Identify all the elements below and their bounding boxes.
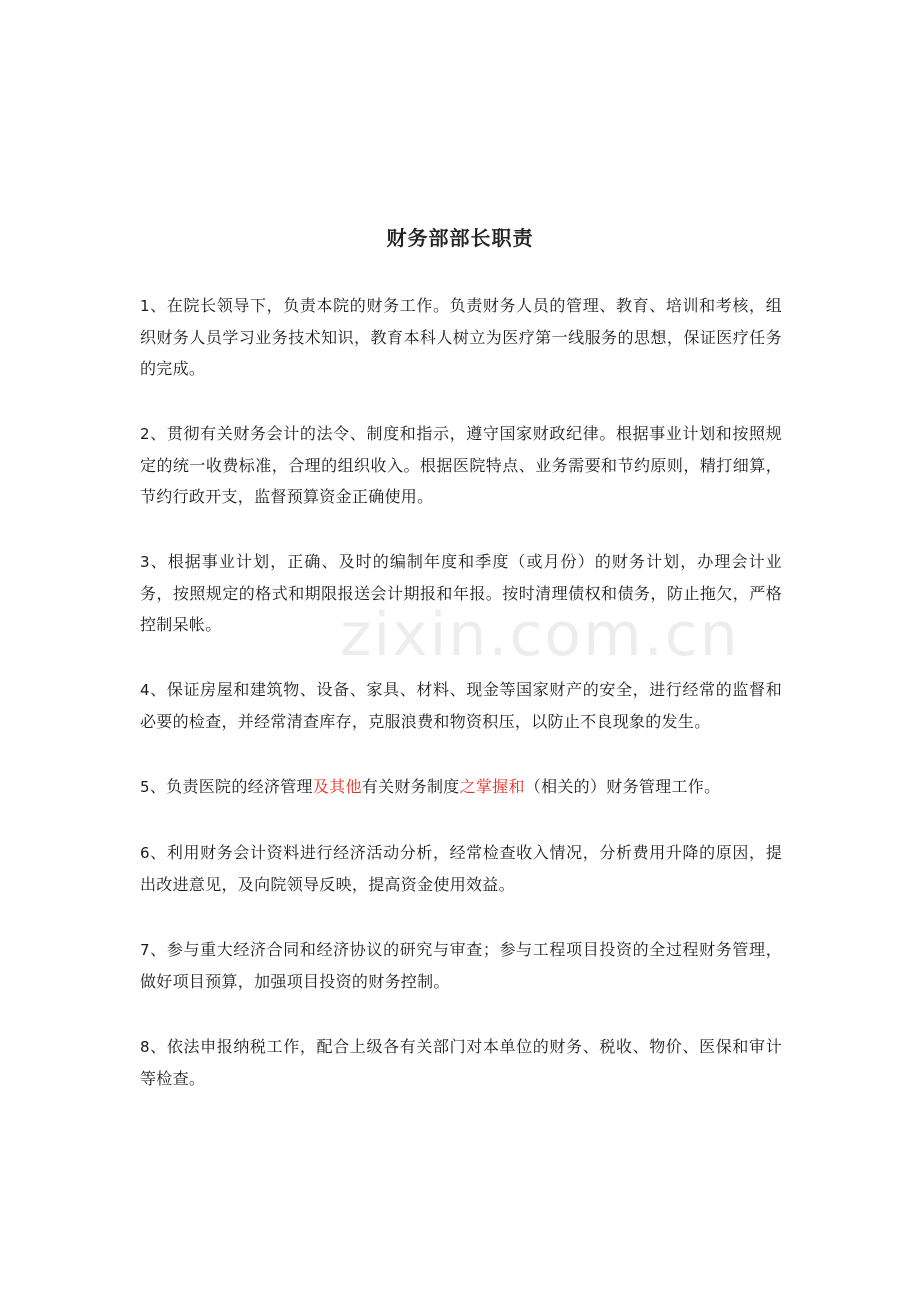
duty-item-6 — [140, 837, 782, 900]
item-number: 8 — [140, 1038, 150, 1056]
item-text-part-2: 有关财务制度 — [361, 777, 460, 796]
item-text: 、参与重大经济合同和经济协议的研究与审查；参与工程项目投资的全过程财务管理，做好项目预算，加强项目投资的财务控制。 — [140, 940, 782, 991]
duty-item-1 — [140, 290, 782, 384]
item-text: 、根据事业计划，正确、及时的编制年度和季度（或月份）的财务计划，办理会计业务，按照规定的格式和期限报送会计期报和年报。按时清理债权和债务，防止拖欠，严格控制呆帐。 — [140, 552, 782, 634]
duty-item-2 — [140, 418, 782, 512]
item-number: 6 — [140, 844, 150, 862]
item-text: 、贯彻有关财务会计的法令、制度和指示，遵守国家财政纪律。根据事业计划和按照规定的统一收费标准，合理的组织收入。根据医院特点、业务需要和节约原则，精打细算，节约行政开支，监督预算资金正确使用。 — [140, 424, 782, 506]
duty-item-4 — [140, 674, 782, 737]
item-number: 3 — [140, 553, 150, 571]
duty-item-5 — [140, 771, 782, 803]
item-text: 、利用财务会计资料进行经济活动分析，经常检查收入情况，分析费用升降的原因，提出改进意见，及向院领导反映，提高资金使用效益。 — [140, 843, 782, 894]
item-number: 7 — [140, 941, 150, 959]
item-text-part-1: 、负责医院的经济管理 — [149, 777, 313, 796]
item-number: 5 — [140, 778, 150, 796]
duty-item-7 — [140, 934, 782, 997]
item-text: 、保证房屋和建筑物、设备、家具、材料、现金等国家财产的安全，进行经常的监督和必要的检查，并经常清查库存，克服浪费和物资积压，以防止不良现象的发生。 — [140, 680, 782, 731]
highlighted-text-1: 及其他 — [312, 777, 362, 796]
item-text-part-3: （相关的）财务管理工作。 — [524, 777, 721, 796]
highlighted-text-2: 之掌握和 — [459, 777, 525, 796]
duty-item-8 — [140, 1031, 782, 1094]
watermark: zixin.com.cn — [340, 600, 740, 670]
item-number: 4 — [140, 681, 150, 699]
duty-item-3 — [140, 546, 782, 640]
document-title: 财务部部长职责 — [386, 226, 534, 250]
item-number: 1 — [140, 297, 150, 315]
item-text: 、在院长领导下，负责本院的财务工作。负责财务人员的管理、教育、培训和考核，组织财务人员学习业务技术知识，教育本科人树立为医疗第一线服务的思想，保证医疗任务的完成。 — [140, 296, 782, 378]
item-text: 、依法申报纳税工作，配合上级各有关部门对本单位的财务、税收、物价、医保和审计等检查。 — [140, 1037, 782, 1088]
item-number: 2 — [140, 425, 150, 443]
duty-list — [140, 290, 782, 1128]
